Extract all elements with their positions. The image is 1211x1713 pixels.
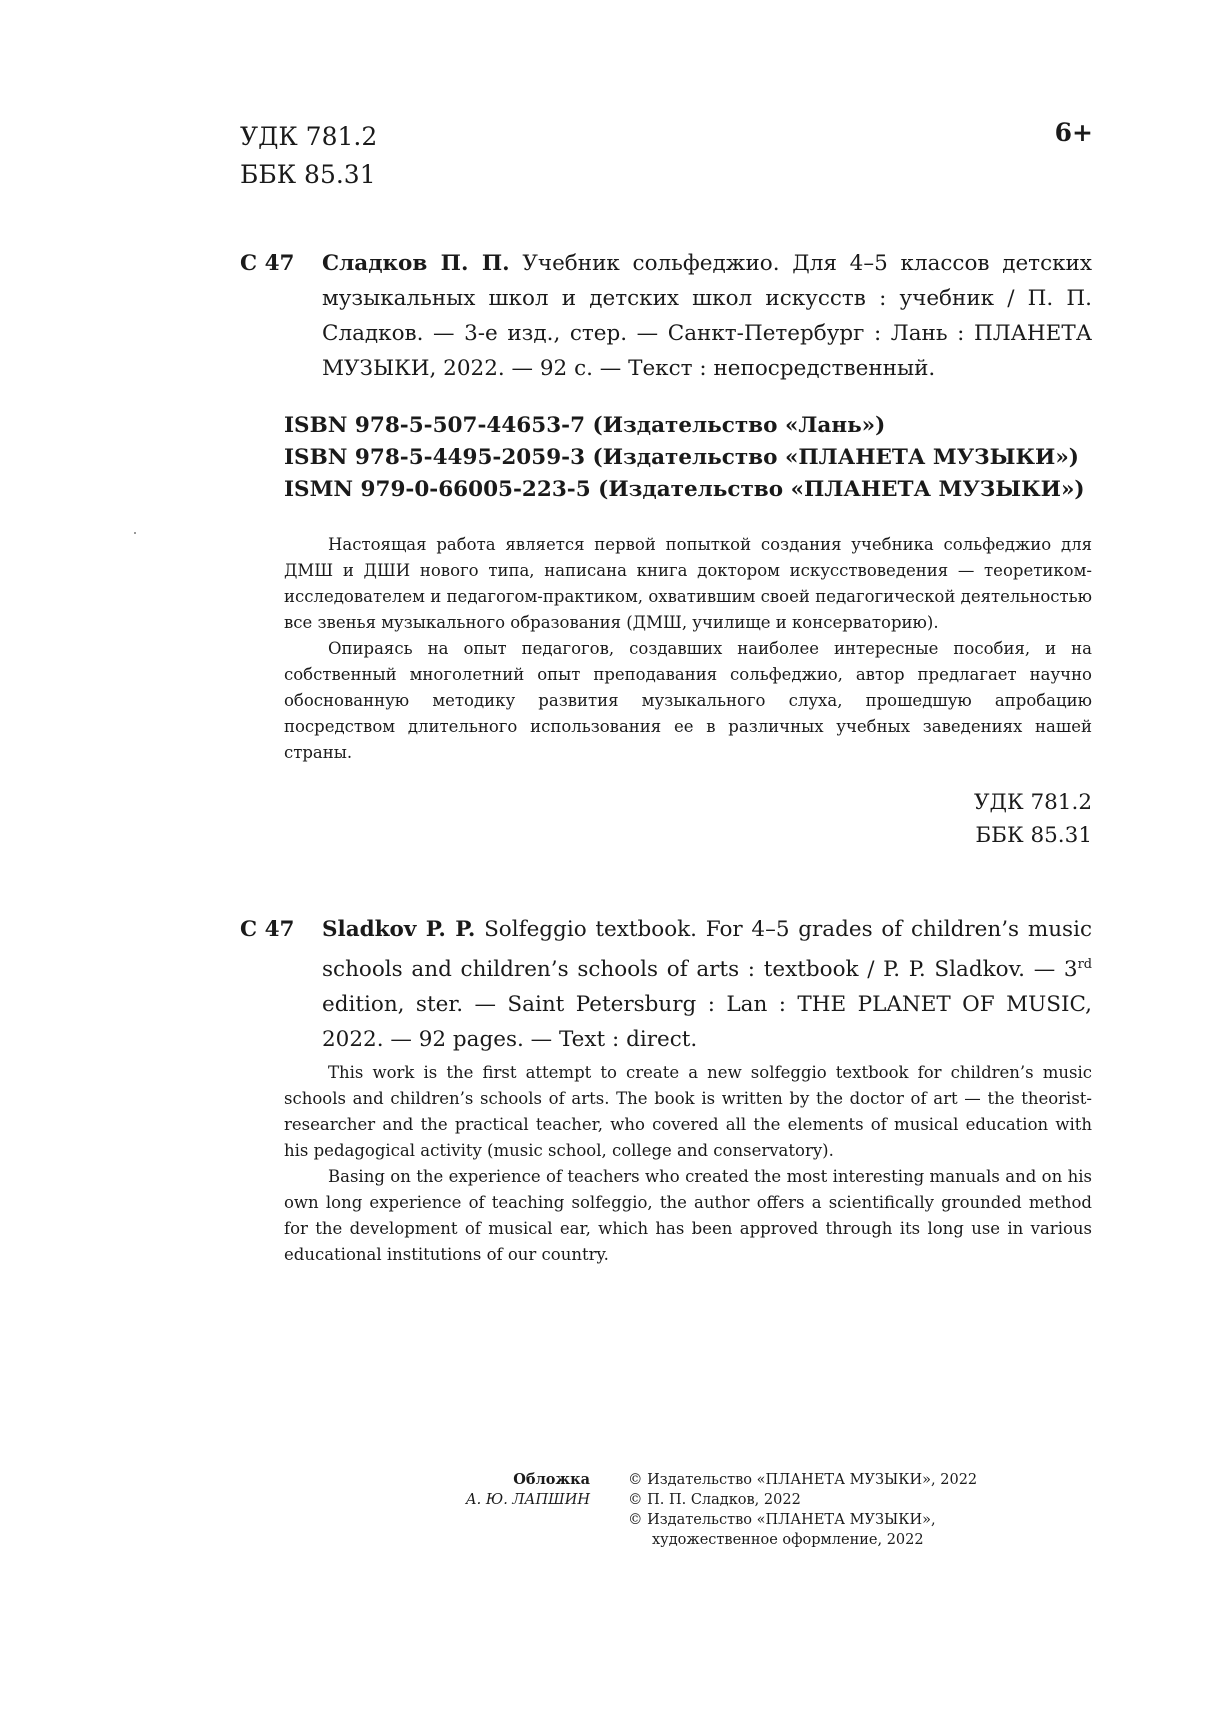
cover-artist: А. Ю. ЛАПШИН (465, 1492, 590, 1508)
right-classification (900, 786, 1092, 852)
en-bibliographic-entry (240, 912, 1092, 1057)
en-entry-text: Solfeggio textbook. For 4–5 grades of children’s music schools and children’s schools of arts : textbook / P. P. Sladkov. — 3 (322, 917, 1093, 983)
en-entry-superscript: rd (1077, 957, 1092, 972)
ru-entry-text: Учебник сольфеджио. Для 4–5 классов детских музыкальных школ и детских школ искусств : учебник / П. П. Сладков. — 3-е изд., стер. — Санкт-Петербург : Лань : ПЛАНЕТА МУЗЫКИ, 2022. — 92 с. — Текст : непосредственный. (322, 251, 1092, 381)
en-entry-body (322, 912, 1092, 1057)
copyright-line: © Издательство «ПЛАНЕТА МУЗЫКИ», 2022 (628, 1472, 978, 1488)
ru-abstract-paragraph: Опираясь на опыт педагогов, создавших наиболее интересные пособия, и на собственный многолетний опыт преподавания сольфеджио, автор предлагает научно обоснованную методику развития музыкального слуха, прошедшую апробацию посредством длительного использования ее в различных учебных заведениях нашей страны. (284, 639, 1092, 762)
right-bbk: ББК 85.31 (975, 823, 1092, 848)
en-entry-author: Sladkov P. P. (322, 917, 476, 942)
scan-speck (134, 532, 136, 534)
ru-entry-body (322, 246, 1092, 386)
en-entry-text-continued: edition, ster. — Saint Petersburg : Lan : THE PLANET OF MUSIC, 2022. — 92 pages. — Text : direct. (322, 992, 1092, 1053)
ru-entry-author: Сладков П. П. (322, 251, 510, 276)
ru-entry-code: С 47 (240, 251, 295, 276)
cover-label: Обложка (513, 1471, 590, 1488)
age-rating: 6+ (1054, 118, 1093, 147)
en-abstract-paragraph: This work is the first attempt to create a new solfeggio textbook for children’s music schools and children’s schools of arts. The book is written by the doctor of art — the theorist-researcher and the practical teacher, who covered all the elements of musical education with his pedagogical activity (music school, college and conservatory). (284, 1063, 1092, 1160)
ru-bibliographic-entry (240, 246, 1092, 386)
right-udk: УДК 781.2 (973, 790, 1092, 815)
header-bbk: ББК 85.31 (240, 160, 376, 189)
cover-credit (380, 1470, 590, 1510)
en-abstract (284, 1060, 1092, 1268)
copyright-continuation: художественное оформление, 2022 (652, 1532, 924, 1548)
isbn-line: ISBN 978-5-507-44653-7 (Издательство «Лань») (284, 413, 886, 438)
ismn-line: ISMN 979-0-66005-223-5 (Издательство «ПЛАНЕТА МУЗЫКИ») (284, 477, 1085, 502)
ru-abstract (284, 532, 1092, 766)
copyright-line: © Издательство «ПЛАНЕТА МУЗЫКИ», (628, 1512, 936, 1528)
isbn-line: ISBN 978-5-4495-2059-3 (Издательство «ПЛАНЕТА МУЗЫКИ») (284, 445, 1079, 470)
isbn-block (284, 410, 1085, 506)
header-udk: УДК 781.2 (240, 122, 378, 151)
en-abstract-paragraph: Basing on the experience of teachers who created the most interesting manuals and on his own long experience of teaching solfeggio, the author offers a scientifically grounded method for the development of musical ear, which has been approved through its long use in various educational institutions of our country. (284, 1167, 1092, 1264)
copyright-block (628, 1470, 977, 1550)
header-classification (240, 118, 377, 194)
ru-abstract-paragraph: Настоящая работа является первой попыткой создания учебника сольфеджио для ДМШ и ДШИ нового типа, написана книга доктором искусствоведения — теоретиком-исследователем и педагогом-практиком, охватившим своей педагогической деятельностью все звенья музыкального образования (ДМШ, училище и консерваторию). (284, 535, 1092, 632)
copyright-line: © П. П. Сладков, 2022 (628, 1492, 801, 1508)
en-entry-code: С 47 (240, 917, 295, 942)
